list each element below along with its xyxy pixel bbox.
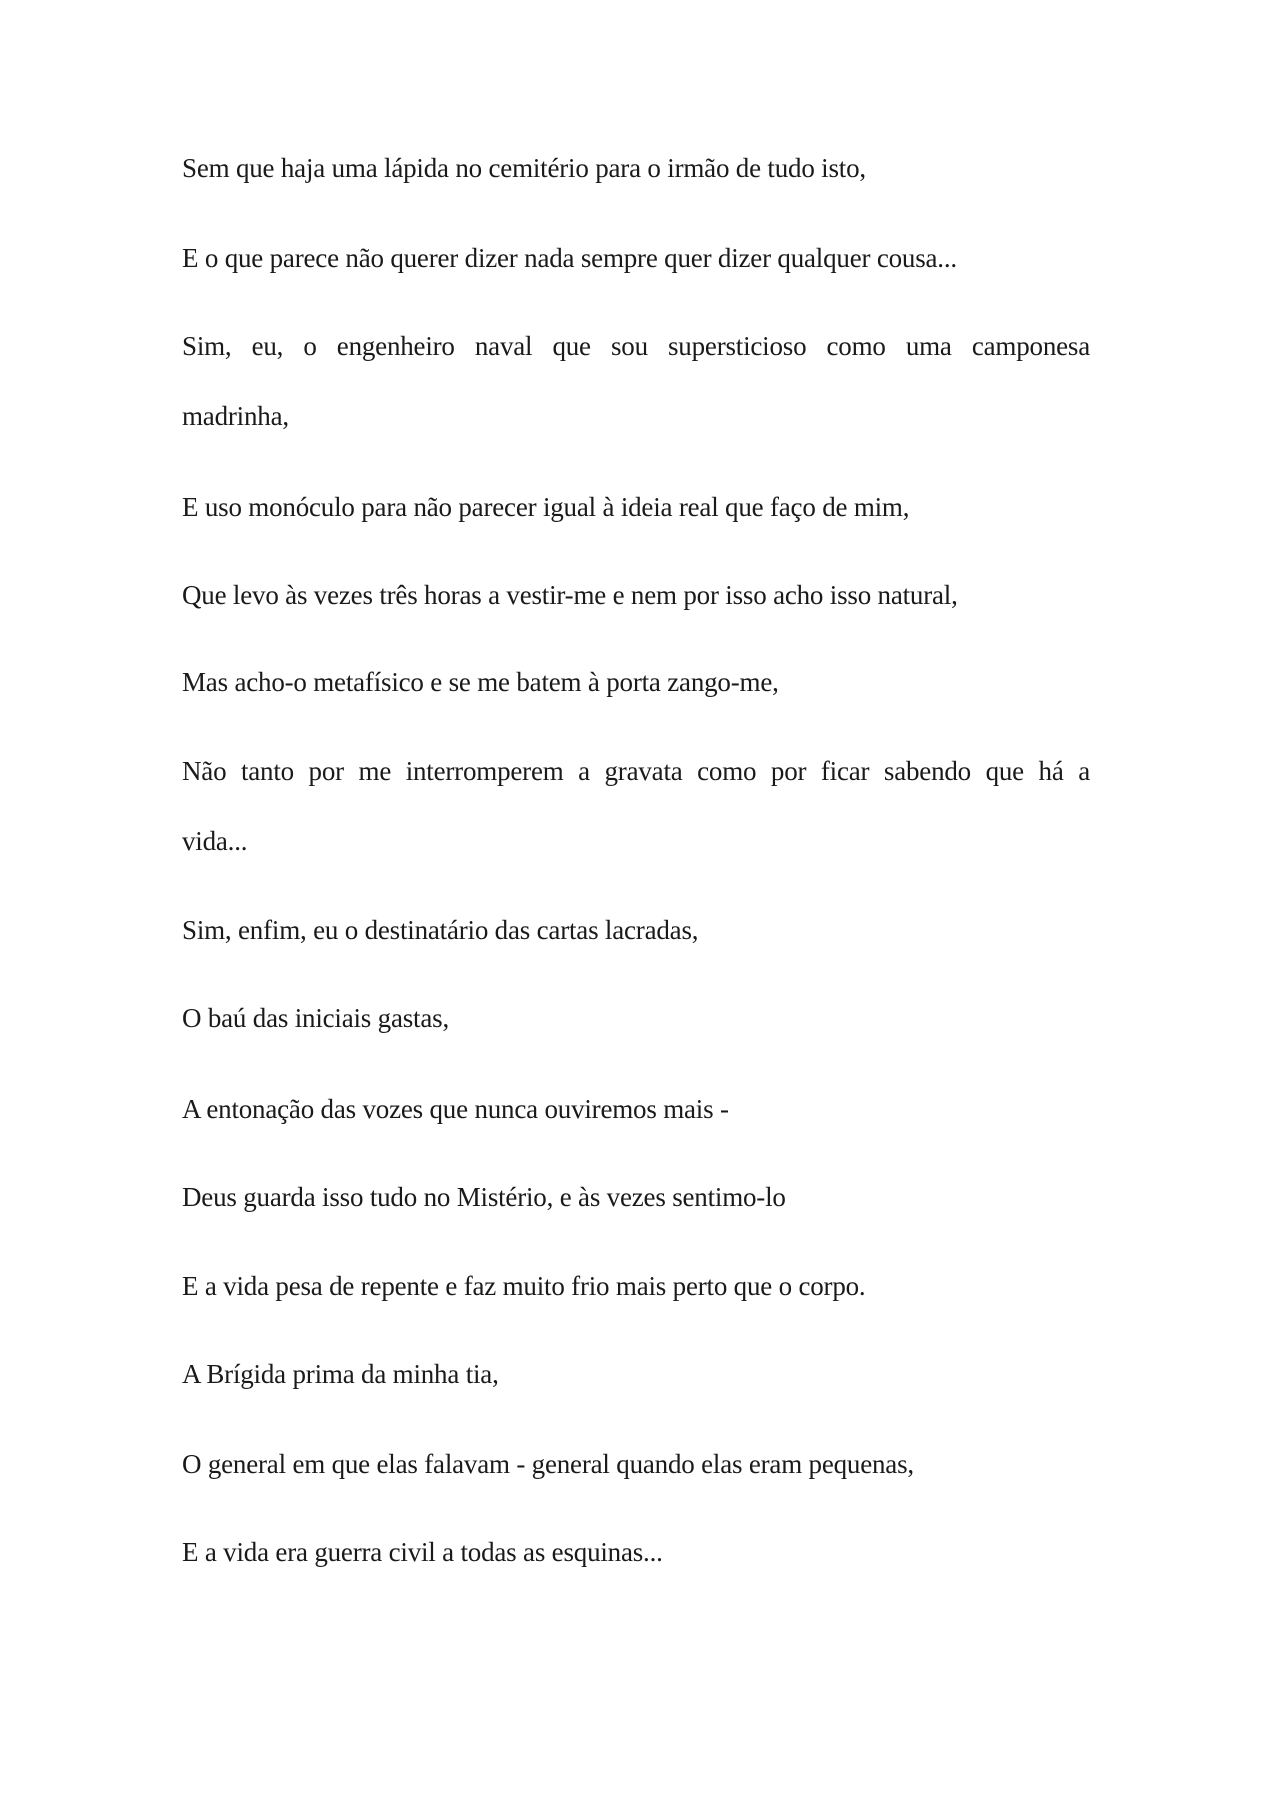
- poem-line: E o que parece não querer dizer nada sempre quer dizer qualquer cousa...: [182, 243, 957, 273]
- poem-line: E uso monóculo para não parecer igual à ideia real que faço de mim,: [182, 492, 910, 522]
- poem-line: O general em que elas falavam - general quando elas eram pequenas,: [182, 1449, 914, 1479]
- poem-line: A Brígida prima da minha tia,: [182, 1359, 499, 1389]
- poem-line: vida...: [182, 826, 248, 856]
- poem-line: madrinha,: [182, 401, 289, 431]
- poem-line: Deus guarda isso tudo no Mistério, e às vezes sentimo-lo: [182, 1182, 786, 1212]
- poem-line: Sem que haja uma lápida no cemitério para o irmão de tudo isto,: [182, 153, 866, 183]
- poem-line: A entonação das vozes que nunca ouviremos mais -: [182, 1094, 729, 1124]
- poem-line: E a vida era guerra civil a todas as esquinas...: [182, 1537, 663, 1567]
- poem-line: Mas acho-o metafísico e se me batem à porta zango-me,: [182, 667, 779, 697]
- poem-line: Sim, eu, o engenheiro naval que sou supersticioso como uma camponesa: [182, 331, 1090, 361]
- poem-line: Sim, enfim, eu o destinatário das cartas lacradas,: [182, 915, 699, 945]
- poem-line: Não tanto por me interromperem a gravata como por ficar sabendo que há a: [182, 756, 1090, 786]
- poem-line: Que levo às vezes três horas a vestir-me e nem por isso acho isso natural,: [182, 580, 958, 610]
- poem-line: E a vida pesa de repente e faz muito frio mais perto que o corpo.: [182, 1271, 866, 1301]
- poem-line: O baú das iniciais gastas,: [182, 1003, 449, 1033]
